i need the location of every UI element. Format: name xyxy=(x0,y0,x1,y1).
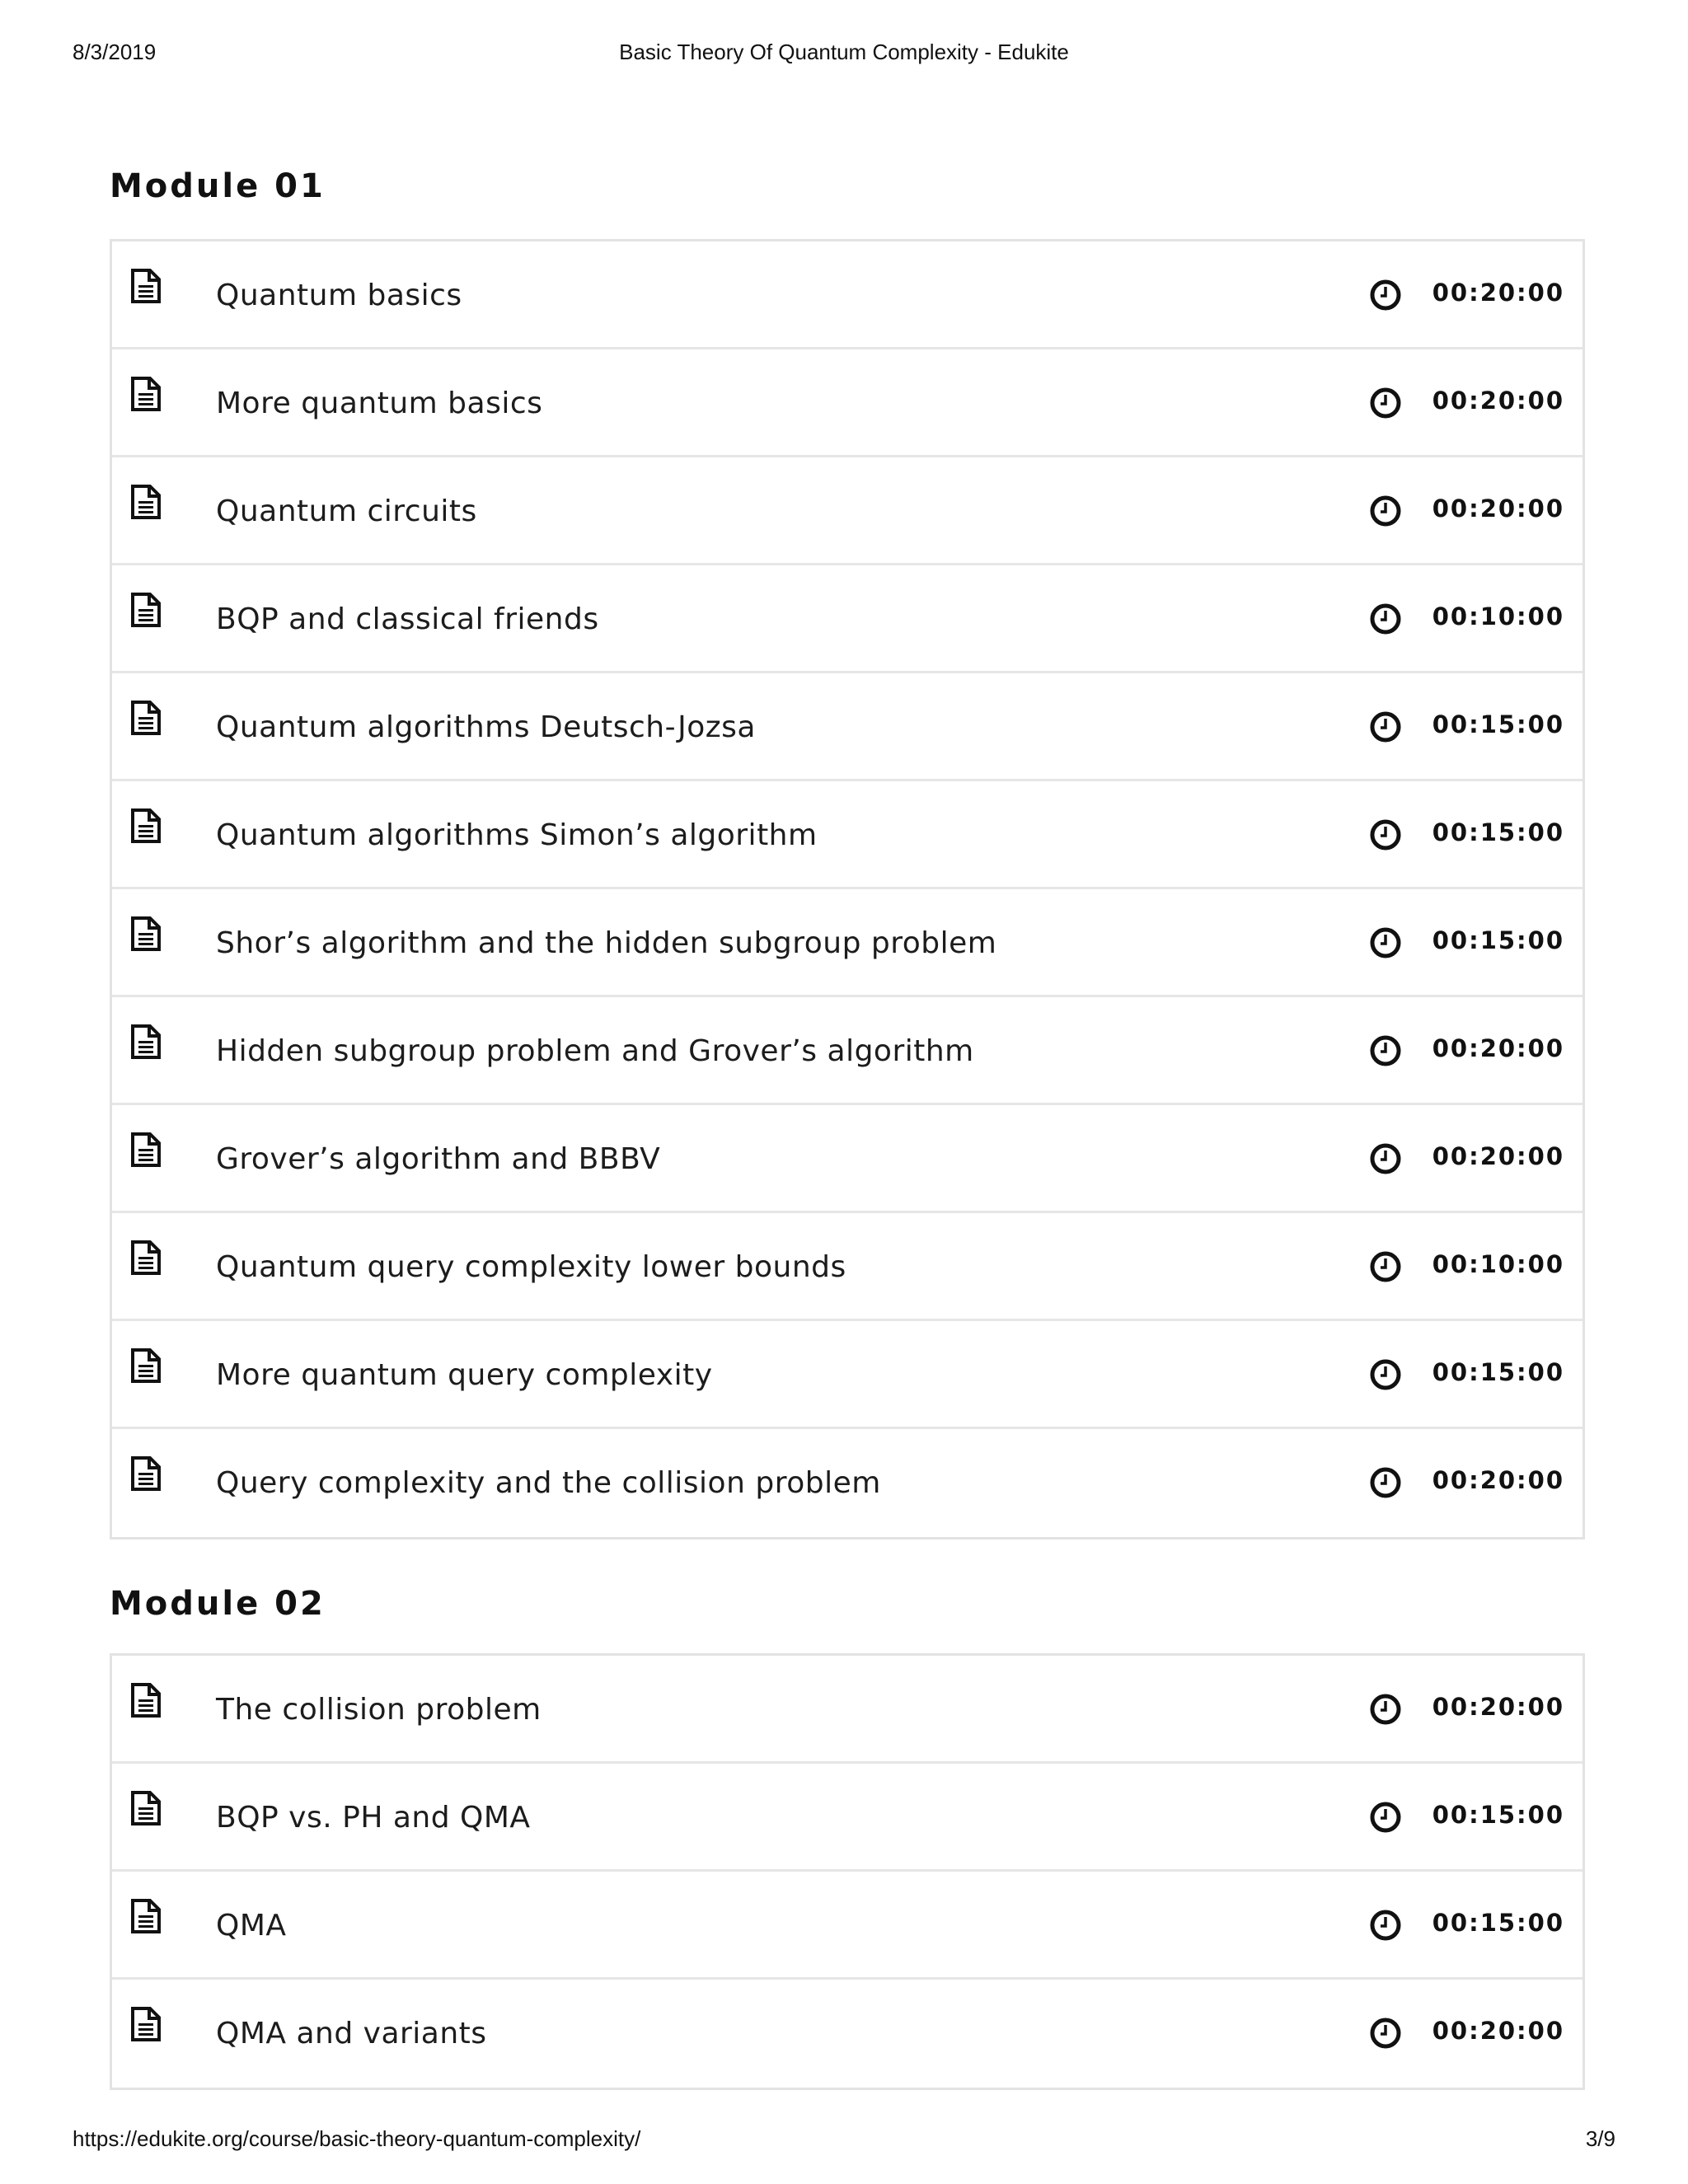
lesson-row[interactable] xyxy=(112,1656,1582,1764)
lesson-row[interactable] xyxy=(112,1764,1582,1872)
clock-icon xyxy=(1369,1909,1402,1942)
clock-icon xyxy=(1369,1142,1402,1175)
lesson-duration: 00:20:00 xyxy=(1432,1466,1564,1494)
document-icon xyxy=(130,808,162,844)
lesson-list xyxy=(110,239,1585,1540)
lesson-row[interactable] xyxy=(112,1105,1582,1213)
module-title: Module 02 xyxy=(110,1585,326,1623)
lesson-title[interactable]: Grover’s algorithm and BBBV xyxy=(216,1142,661,1176)
module-section xyxy=(110,140,1585,1540)
document-icon xyxy=(130,1132,162,1168)
lesson-row[interactable] xyxy=(112,349,1582,457)
clock-icon xyxy=(1369,1250,1402,1283)
lesson-duration: 00:15:00 xyxy=(1432,1358,1564,1386)
lesson-duration: 00:15:00 xyxy=(1432,1909,1564,1937)
clock-icon xyxy=(1369,602,1402,635)
lesson-title[interactable]: Shor’s algorithm and the hidden subgroup problem xyxy=(216,926,997,960)
lesson-list xyxy=(110,1653,1585,2090)
lesson-row[interactable] xyxy=(112,1429,1582,1537)
lesson-title[interactable]: Hidden subgroup problem and Grover’s algorithm xyxy=(216,1034,974,1068)
lesson-title[interactable]: Query complexity and the collision problem xyxy=(216,1466,881,1500)
document-icon xyxy=(130,484,162,520)
lesson-duration: 00:10:00 xyxy=(1432,602,1564,630)
document-icon xyxy=(130,592,162,628)
clock-icon xyxy=(1369,926,1402,959)
lesson-duration: 00:20:00 xyxy=(1432,279,1564,307)
document-icon xyxy=(130,1682,162,1718)
module-title: Module 01 xyxy=(110,167,326,205)
print-footer xyxy=(73,2126,1615,2154)
document-icon xyxy=(130,1455,162,1492)
lesson-title[interactable]: Quantum algorithms Simon’s algorithm xyxy=(216,818,818,852)
lesson-row[interactable] xyxy=(112,1980,1582,2088)
lesson-row[interactable] xyxy=(112,1321,1582,1429)
lesson-title[interactable]: More quantum query complexity xyxy=(216,1358,713,1392)
print-page-title: Basic Theory Of Quantum Complexity - Edukite xyxy=(619,40,1069,64)
document-icon xyxy=(130,1347,162,1384)
lesson-duration: 00:10:00 xyxy=(1432,1250,1564,1278)
document-icon xyxy=(130,1790,162,1826)
document-icon xyxy=(130,1240,162,1276)
lesson-row[interactable] xyxy=(112,565,1582,673)
lesson-row[interactable] xyxy=(112,781,1582,889)
clock-icon xyxy=(1369,710,1402,743)
clock-icon xyxy=(1369,1358,1402,1391)
course-curriculum xyxy=(110,140,1585,2090)
lesson-title[interactable]: Quantum algorithms Deutsch-Jozsa xyxy=(216,710,756,744)
lesson-row[interactable] xyxy=(112,997,1582,1105)
print-header xyxy=(73,40,1615,68)
print-page-number: 3/9 xyxy=(1585,2126,1615,2151)
lesson-duration: 00:20:00 xyxy=(1432,494,1564,523)
lesson-duration: 00:20:00 xyxy=(1432,1034,1564,1062)
clock-icon xyxy=(1369,1693,1402,1726)
document-icon xyxy=(130,916,162,952)
lesson-title[interactable]: The collision problem xyxy=(216,1693,542,1727)
lesson-title[interactable]: BQP vs. PH and QMA xyxy=(216,1801,531,1835)
lesson-duration: 00:15:00 xyxy=(1432,1801,1564,1829)
document-icon xyxy=(130,700,162,736)
lesson-title[interactable]: More quantum basics xyxy=(216,387,543,420)
clock-icon xyxy=(1369,2017,1402,2050)
clock-icon xyxy=(1369,1034,1402,1067)
lesson-row[interactable] xyxy=(112,673,1582,781)
clock-icon xyxy=(1369,387,1402,419)
lesson-title[interactable]: QMA and variants xyxy=(216,2017,487,2050)
lesson-title[interactable]: Quantum circuits xyxy=(216,494,477,528)
clock-icon xyxy=(1369,494,1402,527)
lesson-duration: 00:15:00 xyxy=(1432,818,1564,846)
document-icon xyxy=(130,376,162,412)
print-date: 8/3/2019 xyxy=(73,40,157,64)
lesson-title[interactable]: Quantum query complexity lower bounds xyxy=(216,1250,846,1284)
lesson-title[interactable]: Quantum basics xyxy=(216,279,462,312)
lesson-title[interactable]: QMA xyxy=(216,1909,287,1943)
module-section xyxy=(110,1563,1585,2090)
lesson-row[interactable] xyxy=(112,241,1582,349)
clock-icon xyxy=(1369,818,1402,851)
clock-icon xyxy=(1369,1466,1402,1499)
lesson-row[interactable] xyxy=(112,1872,1582,1980)
lesson-duration: 00:20:00 xyxy=(1432,387,1564,415)
lesson-row[interactable] xyxy=(112,457,1582,565)
clock-icon xyxy=(1369,279,1402,312)
clock-icon xyxy=(1369,1801,1402,1834)
lesson-duration: 00:15:00 xyxy=(1432,926,1564,954)
lesson-duration: 00:20:00 xyxy=(1432,1142,1564,1170)
lesson-row[interactable] xyxy=(112,1213,1582,1321)
lesson-duration: 00:20:00 xyxy=(1432,2017,1564,2045)
lesson-duration: 00:15:00 xyxy=(1432,710,1564,738)
document-icon xyxy=(130,1024,162,1060)
lesson-row[interactable] xyxy=(112,889,1582,997)
lesson-title[interactable]: BQP and classical friends xyxy=(216,602,599,636)
document-icon xyxy=(130,268,162,304)
print-url: https://edukite.org/course/basic-theory-quantum-complexity/ xyxy=(73,2126,641,2151)
document-icon xyxy=(130,1898,162,1934)
lesson-duration: 00:20:00 xyxy=(1432,1693,1564,1721)
document-icon xyxy=(130,2006,162,2042)
